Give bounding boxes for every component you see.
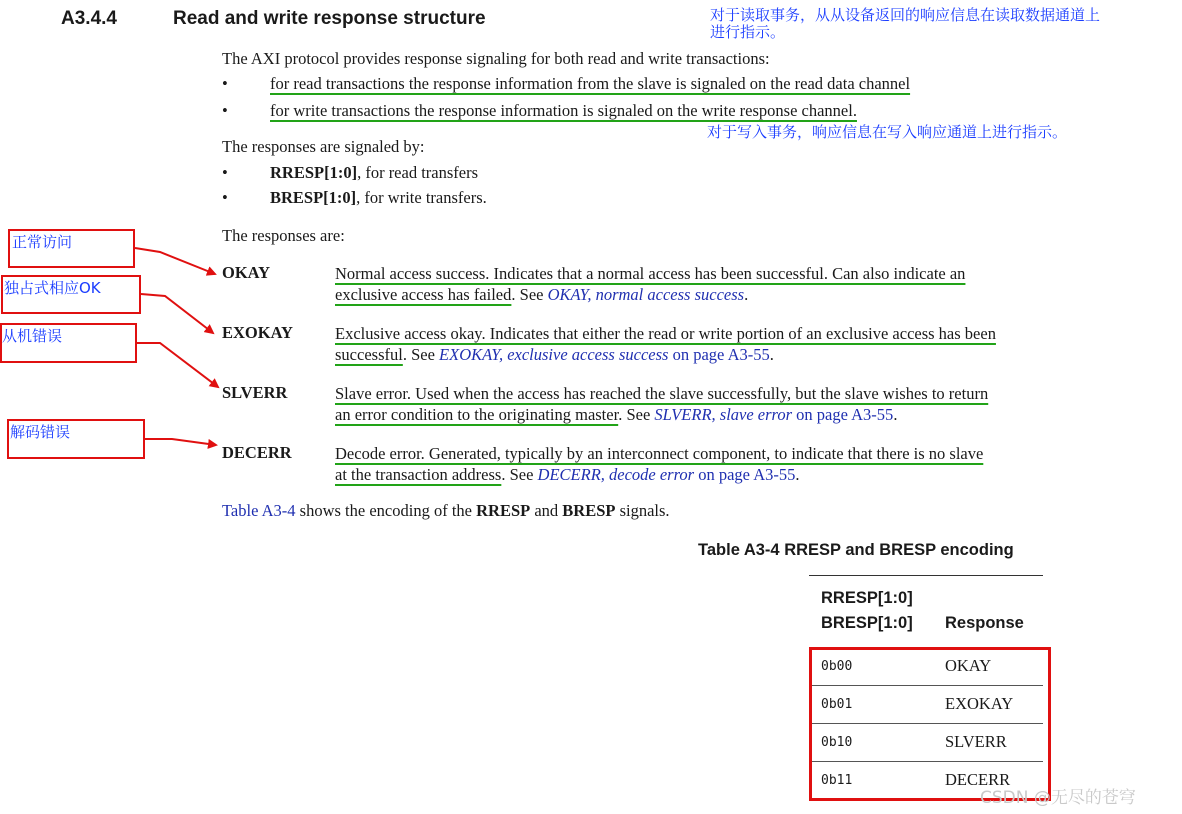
- term-okay: OKAY: [222, 263, 270, 282]
- table-header-response: Response: [945, 614, 1024, 632]
- desc-line: Exclusive access okay. Indicates that either the read or write portion of an exclusive access has been: [335, 324, 996, 343]
- annotation-exokay: 独占式相应OK: [4, 279, 101, 297]
- arrow-exokay: [141, 294, 213, 333]
- xref-exokay[interactable]: EXOKAY, exclusive access success: [439, 345, 669, 364]
- arrow-decerr: [145, 439, 216, 445]
- desc-end: .: [893, 405, 898, 424]
- annotation-okay: 正常访问: [12, 233, 73, 251]
- desc-line: Normal access success. Indicates that a normal access has been successful. Can also indicate an: [335, 264, 966, 283]
- xref-slverr[interactable]: SLVERR, slave error: [654, 405, 793, 424]
- desc-see: . See: [501, 465, 538, 484]
- table-cell-response: SLVERR: [945, 732, 1007, 751]
- desc-end: .: [795, 465, 800, 484]
- desc-line: an error condition to the originating master: [335, 405, 619, 424]
- section-number: A3.4.4: [61, 8, 117, 29]
- sentence-part: shows the encoding of the: [295, 501, 477, 520]
- signaled-by-heading: The responses are signaled by:: [222, 137, 425, 156]
- desc-line: Decode error. Generated, typically by an interconnect component, to indicate that there is no slave: [335, 444, 984, 463]
- xref-page[interactable]: on page A3-55: [694, 465, 796, 484]
- term-decerr: DECERR: [222, 443, 292, 462]
- table-caption: Table A3-4 RRESP and BRESP encoding: [698, 541, 1014, 559]
- table-header-rresp: RRESP[1:0]: [821, 589, 913, 607]
- desc-see: . See: [511, 285, 548, 304]
- signal-name: RRESP[1:0]: [270, 163, 358, 182]
- bullet-dot: •: [222, 188, 228, 207]
- desc-line: exclusive access has failed: [335, 285, 512, 304]
- bullet-dot: •: [222, 74, 228, 93]
- note-read-line2: 进行指示。: [710, 23, 786, 41]
- xref-decerr[interactable]: DECERR, decode error: [537, 465, 695, 484]
- table-cell-code: 0b11: [821, 773, 853, 788]
- signal-desc: , for write transfers.: [356, 188, 487, 207]
- bullet-dot: •: [222, 101, 228, 120]
- signal-name: BRESP: [562, 501, 616, 520]
- desc-line: at the transaction address: [335, 465, 502, 484]
- annotation-slverr: 从机错误: [2, 327, 63, 345]
- bullet-read-transactions: for read transactions the response information from the slave is signaled on the read data channel: [270, 74, 911, 93]
- xref-page[interactable]: on page A3-55: [668, 345, 770, 364]
- desc-end: .: [769, 345, 774, 364]
- note-write: 对于写入事务，响应信息在写入响应通道上进行指示。: [707, 123, 1068, 141]
- signal-name: BRESP[1:0]: [270, 188, 357, 207]
- sentence-part: signals.: [615, 501, 670, 520]
- table-cell-code: 0b01: [821, 697, 853, 712]
- annotation-decerr: 解码错误: [10, 423, 71, 441]
- responses-heading: The responses are:: [222, 226, 345, 245]
- table-cell-response: OKAY: [945, 656, 992, 675]
- signal-desc: , for read transfers: [357, 163, 479, 182]
- bullet-write-transactions: for write transactions the response information is signaled on the write response channel.: [270, 101, 857, 120]
- xref-okay[interactable]: OKAY, normal access success: [547, 285, 745, 304]
- arrow-slverr: [137, 343, 218, 387]
- table-cell-code: 0b10: [821, 735, 853, 750]
- table-link[interactable]: Table A3-4: [222, 501, 296, 520]
- desc-see: . See: [402, 345, 440, 364]
- table-header-bresp: BRESP[1:0]: [821, 614, 913, 632]
- xref-page[interactable]: on page A3-55: [792, 405, 894, 424]
- watermark: CSDN @无尽的苍穹: [980, 788, 1136, 808]
- term-slverr: SLVERR: [222, 383, 288, 402]
- bullet-dot: •: [222, 163, 228, 182]
- desc-see: . See: [618, 405, 655, 424]
- desc-end: .: [744, 285, 749, 304]
- section-title: Read and write response structure: [173, 8, 486, 29]
- desc-line: Slave error. Used when the access has reached the slave successfully, but the slave wishes to return: [335, 384, 989, 403]
- term-exokay: EXOKAY: [222, 323, 293, 342]
- sentence-part: and: [530, 501, 563, 520]
- signal-name: RRESP: [476, 501, 531, 520]
- table-cell-response: DECERR: [945, 770, 1011, 789]
- desc-line: successful: [335, 345, 403, 364]
- intro-paragraph: The AXI protocol provides response signaling for both read and write transactions:: [222, 49, 770, 68]
- table-cell-code: 0b00: [821, 659, 853, 674]
- note-read-line1: 对于读取事务，从从设备返回的响应信息在读取数据通道上: [710, 6, 1101, 24]
- arrow-okay: [135, 248, 215, 274]
- table-cell-response: EXOKAY: [945, 694, 1014, 713]
